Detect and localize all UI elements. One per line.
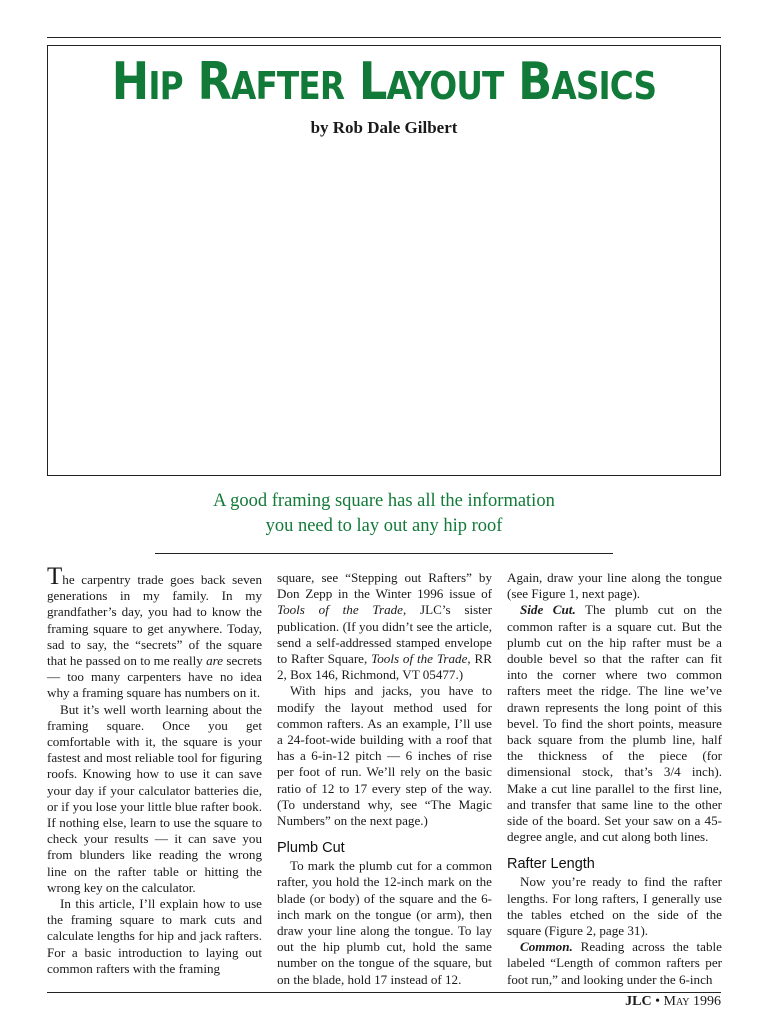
- article-title: [94, 52, 674, 116]
- title-word: LAYOUT: [358, 52, 504, 112]
- section-heading: Rafter Length: [507, 856, 595, 873]
- footer-date: May 1996: [663, 994, 721, 1009]
- title-word: HIP: [111, 52, 183, 112]
- paragraph: Now you’re ready to find the rafter lengths. For long rafters, I generally use the tables etched on the side of the square (Figure 2, page 31).: [507, 874, 722, 939]
- top-rule: [47, 37, 721, 38]
- paragraph: In this article, I’ll explain how to use the framing square to mark cuts and calculate lengths for hip and jack rafters. For a basic introduction to laying out common rafters with the framing: [47, 896, 262, 976]
- run-in-head: Side Cut.: [520, 602, 576, 618]
- section-heading: Plumb Cut: [277, 840, 345, 857]
- bottom-rule: [47, 992, 721, 993]
- paragraph: Common. Reading across the table labeled “Length of common rafters per foot run,” and looking under the 6-inch: [507, 939, 722, 987]
- drop-cap: T: [47, 563, 63, 590]
- footer-separator: •: [651, 994, 664, 1009]
- paragraph: square, see “Stepping out Rafters” by Don Zepp in the Winter 1996 issue of Tools of the Trade, JLC’s sister publication. (If you didn’t see the article, send a self-addressed stamped envelope to Rafter Square, Tools of the Trade, RR 2, Box 146, Richmond, VT 05477.): [277, 570, 492, 683]
- paragraph: With hips and jacks, you have to modify the layout method used for common rafters. As an example, I’ll use a 24-foot-wide building with a roof that has a 6-in-12 pitch — 6 inches of rise per foot of run. We’ll rely on the basic ratio of 12 to 17 every step of the way. (To understand why, see “The Magic Numbers” on the next page.): [277, 683, 492, 829]
- deck-line: you need to lay out any hip roof: [265, 516, 503, 536]
- paragraph: But it’s well worth learning about the framing square. Once you get comfortable with it, the square is your fastest and most reliable tool for figuring roofs. Knowing how to use it can save your day if your calculator batteries die, or if you lose your little blue rafter book. If nothing else, learn to use the square to check your results — it can save you from blunders like reading the wrong line on the rafter table or hitting the wrong key on the calculator.: [47, 701, 262, 895]
- title-word: RAFTER: [197, 52, 345, 112]
- footer-brand: JLC: [625, 994, 652, 1009]
- paragraph: Again, draw your line along the tongue (see Figure 1, next page).: [507, 570, 722, 602]
- body-column-1: [47, 563, 262, 977]
- page-footer: [625, 994, 721, 1010]
- byline: by Rob Dale Gilbert: [310, 118, 458, 137]
- paragraph: Side Cut. The plumb cut on the common rafter is a square cut. But the plumb cut on the hip rafter must be a double bevel so that the rafter can fit into the corner where two common rafters meet the ridge. The line we’ve drawn represents the long point of this bevel. To find the short points, measure back square from the plumb line, half the thickness of the piece (for dimensional stock, that’s 3/4 inch). Make a cut line parallel to the first line, and transfer that same line to the other side of the board. Set your saw on a 45-degree angle, and cut along both lines.: [507, 602, 723, 845]
- fraction: 3/4: [663, 764, 681, 780]
- deck-rule: [155, 553, 613, 554]
- title-word: BASICS: [518, 52, 657, 112]
- deck: [150, 489, 618, 539]
- paragraph: The carpentry trade goes back seven generations in my family. In my grandfather’s day, you had to know the framing square to get anywhere. Today, sad to say, the “secrets” of the square that he passed on to me really are secrets — too many carpenters have no idea why a framing square has numbers on it.: [47, 563, 262, 701]
- deck-line: A good framing square has all the information: [213, 491, 555, 511]
- body-column-2: [277, 570, 492, 988]
- run-in-head: Common.: [520, 939, 573, 955]
- body-column-3: [507, 570, 722, 988]
- paragraph: To mark the plumb cut for a common rafter, you hold the 12-inch mark on the blade (or body) of the square and the 6-inch mark on the tongue (or arm), then draw your line along the tongue. To lay out the hip plumb cut, hold the same number on the tongue of the square, but on the blade, hold 17 instead of 12.: [277, 858, 492, 987]
